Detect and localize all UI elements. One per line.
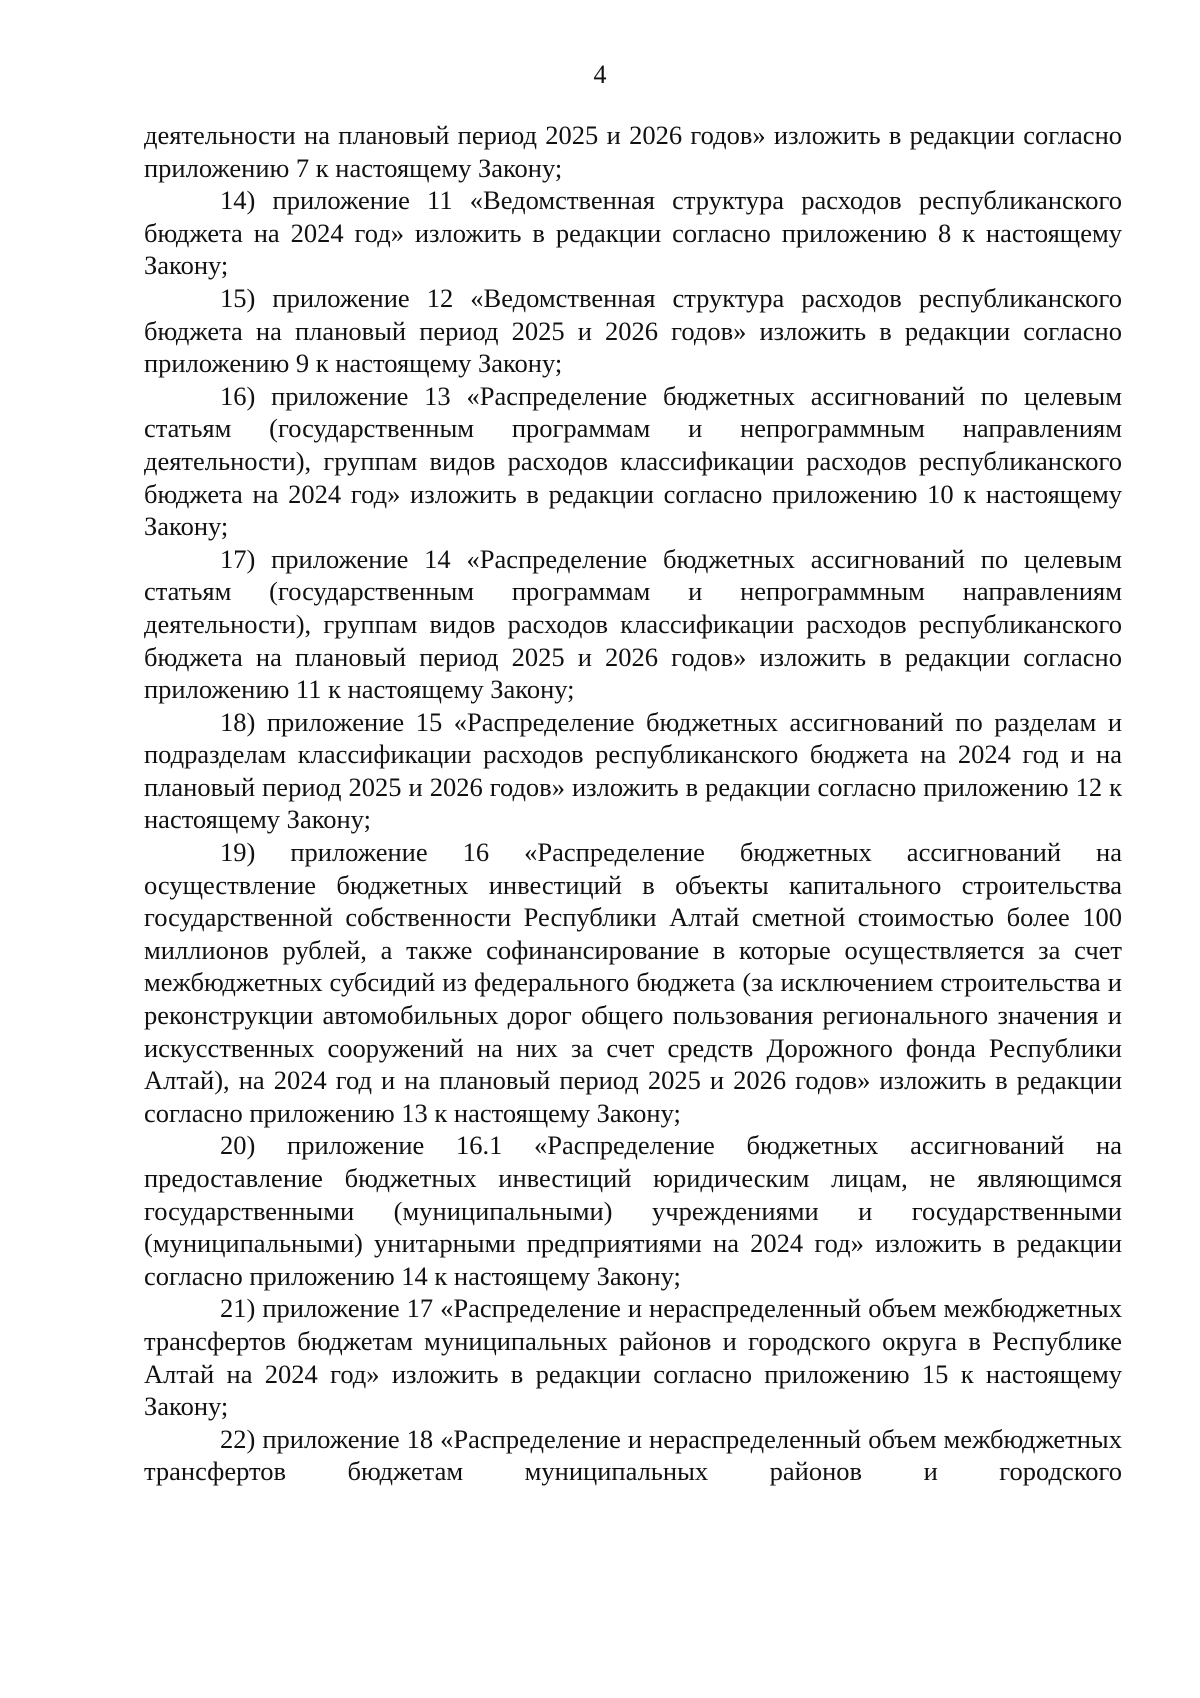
paragraph: 20) приложение 16.1 «Распределение бюджетных ассигнований на предоставление бюджетных инвестиций юридическим лицам, не являющимся государственными (муниципальными) учреждениями и государственными (муниципальными) унитарными предприятиями на 2024 год» изложить в редакции согласно приложению 14 к настоящему Закону; bbox=[144, 1130, 1122, 1291]
page-number: 4 bbox=[593, 60, 607, 89]
paragraph: 21) приложение 17 «Распределение и нераспределенный объем межбюджетных трансфертов бюджетам муниципальных районов и городского округа в Республике Алтай на 2024 год» изложить в редакции согласно приложению 15 к настоящему Закону; bbox=[144, 1293, 1122, 1422]
paragraph: 17) приложение 14 «Распределение бюджетных ассигнований по целевым статьям (государственным программам и непрограммным направлениям деятельности), группам видов расходов классификации расходов республиканского бюджета на плановый период 2025 и 2026 годов» изложить в редакции согласно приложению 11 к настоящему Закону; bbox=[144, 543, 1122, 705]
paragraph: 16) приложение 13 «Распределение бюджетных ассигнований по целевым статьям (государственным программам и непрограммным направлениям деятельности), группам видов расходов классификации расходов республиканского бюджета на 2024 год» изложить в редакции согласно приложению 10 к настоящему Закону; bbox=[144, 380, 1122, 542]
document-body bbox=[144, 119, 1122, 1488]
paragraph: 18) приложение 15 «Распределение бюджетных ассигнований по разделам и подразделам классификации расходов республиканского бюджета на 2024 год и на плановый период 2025 и 2026 годов» изложить в редакции согласно приложению 12 к настоящему Закону; bbox=[144, 706, 1122, 835]
paragraph: 19) приложение 16 «Распределение бюджетных ассигнований на осуществление бюджетных инвестиций в объекты капитального строительства государственной собственности Республики Алтай сметной стоимостью более 100 миллионов рублей, а также софинансирование в которые осуществляется за счет межбюджетных субсидий из федерального бюджета (за исключением строительства и реконструкции автомобильных дорог общего пользования регионального значения и искусственных сооружений на них за счет средств Дорожного фонда Республики Алтай), на 2024 год и на плановый период 2025 и 2026 годов» изложить в редакции согласно приложению 13 к настоящему Закону; bbox=[144, 837, 1122, 1128]
paragraph: 22) приложение 18 «Распределение и нераспределенный объем межбюджетных трансфертов бюджетам муниципальных районов и городского bbox=[144, 1423, 1122, 1487]
paragraph: 15) приложение 12 «Ведомственная структура расходов республиканского бюджета на плановый период 2025 и 2026 годов» изложить в редакции согласно приложению 9 к настоящему Закону; bbox=[144, 282, 1122, 379]
paragraph: деятельности на плановый период 2025 и 2026 годов» изложить в редакции согласно приложению 7 к настоящему Закону; bbox=[144, 120, 1122, 183]
paragraph: 14) приложение 11 «Ведомственная структура расходов республиканского бюджета на 2024 год» изложить в редакции согласно приложению 8 к настоящему Закону; bbox=[144, 185, 1122, 281]
